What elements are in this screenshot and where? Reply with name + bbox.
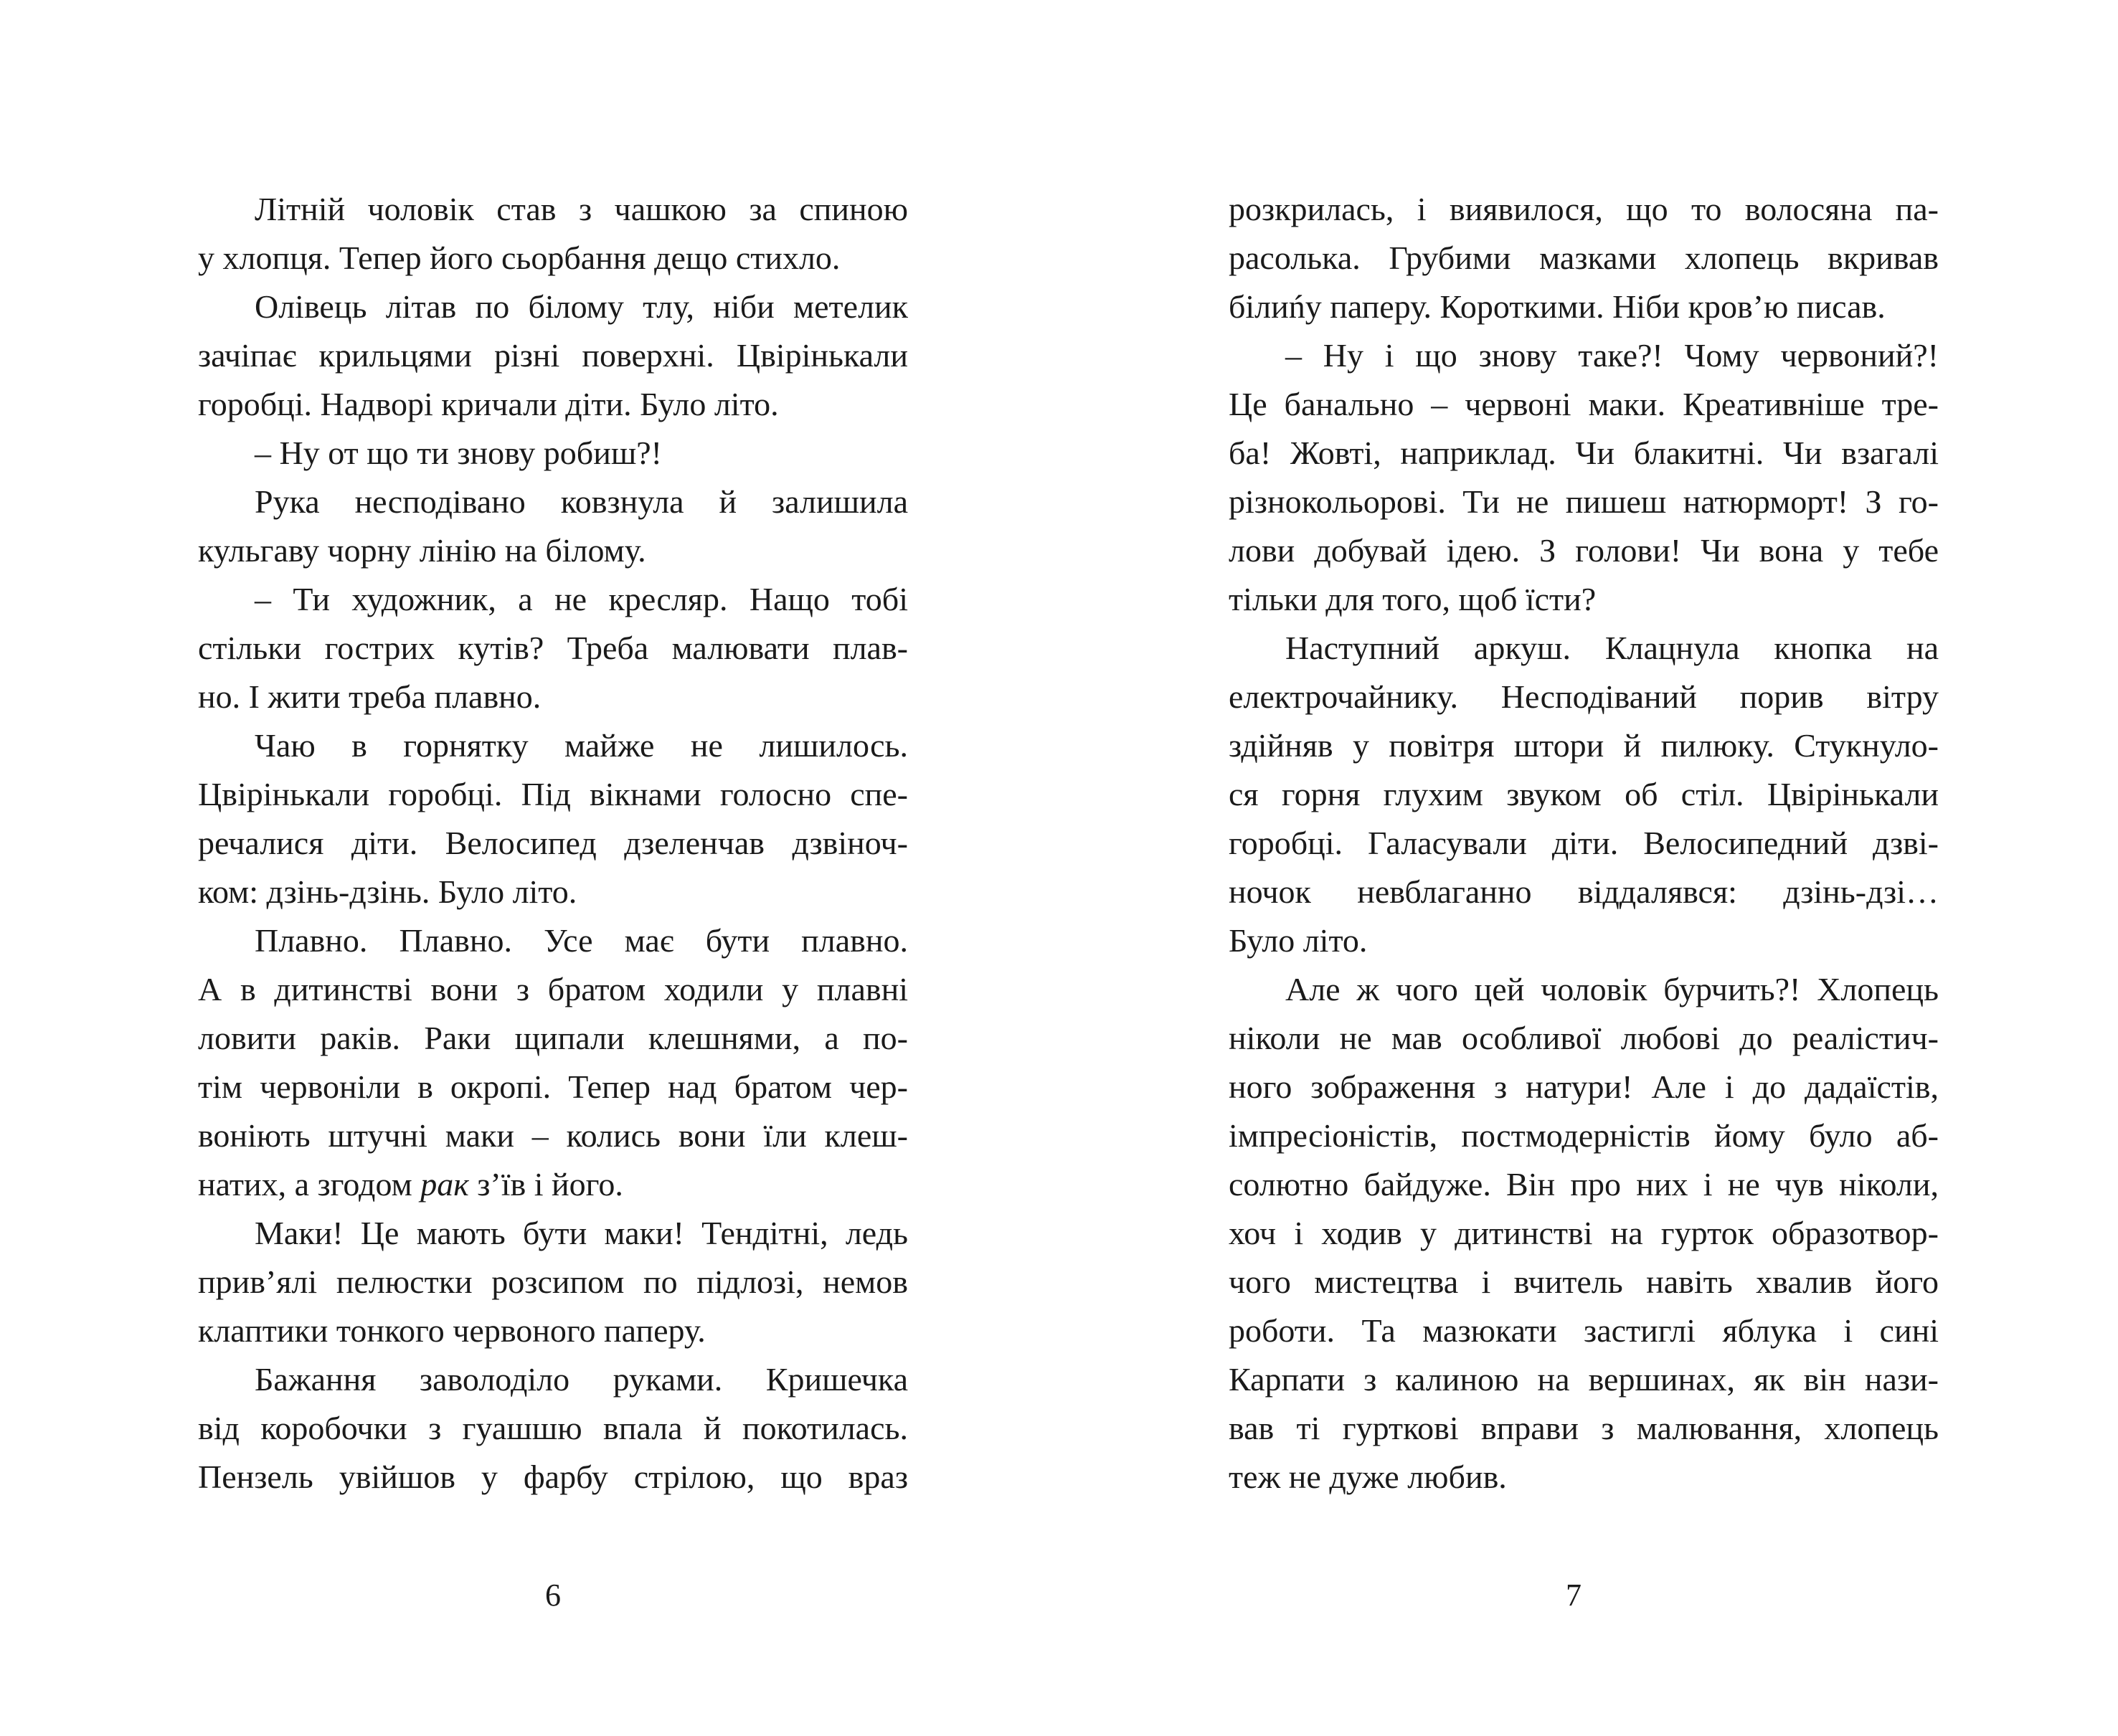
text-line: Це банально – червоні маки. Креативніше тре- <box>1229 386 1939 422</box>
text-line: теж не дуже любив. <box>1229 1458 1507 1495</box>
text-line: Було літо. <box>1229 922 1368 959</box>
text-line: солютно байдуже. Він про них і не чув ніколи, <box>1229 1166 1939 1203</box>
text-line: Маки! Це мають бути маки! Тендітні, ледь <box>255 1215 908 1251</box>
text-line: чого мистецтва і вчитель навіть хвалив його <box>1229 1263 1939 1300</box>
text-line: А в дитинстві вони з братом ходили у плавні <box>198 971 908 1007</box>
text-line: ного зображення з натури! Але і до дадаїстів, <box>1229 1068 1939 1105</box>
text-line: зачіпає крильцями різні поверхні. Цвірінькали <box>198 337 908 374</box>
text-line: – Ну от що ти знову робиш?! <box>255 435 662 471</box>
text-line: здійняв у повітря штори й пилюку. Стукнуло- <box>1229 727 1939 764</box>
text-line: білиńу паперу. Короткими. Ніби кров’ю писав. <box>1229 288 1886 325</box>
text-line: – Ти художник, а не кресляр. Нащо тобі <box>255 581 908 617</box>
text-line: ночок невблаганно віддалявся: дзінь-дзі… <box>1229 873 1939 910</box>
page-number-left: 6 <box>545 1578 561 1613</box>
text-line: імпресіоністів, постмодерністів йому було аб- <box>1229 1117 1939 1154</box>
text-fragment: з’їв і його. <box>468 1166 623 1203</box>
text-line: Олівець літав по білому тлу, ніби метелик <box>255 288 908 325</box>
text-line: лови добувай ідею. З голови! Чи вона у тебе <box>1229 532 1939 569</box>
text-line: ніколи не мав особливої любові до реалістич- <box>1229 1020 1939 1056</box>
text-line: расолька. Грубими мазками хлопець вкривав <box>1229 239 1939 276</box>
text-line: воніють штучні маки – колись вони їли клеш- <box>198 1117 908 1154</box>
text-line: но. І жити треба плавно. <box>198 678 542 715</box>
text-line: Рука несподівано ковзнула й залишила <box>255 483 908 520</box>
text-line: Пензель увійшов у фарбу стрілою, що враз <box>198 1458 908 1495</box>
text-line: різнокольорові. Ти не пишеш натюрморт! З го- <box>1229 483 1939 520</box>
text-line: тільки для того, щоб їсти? <box>1229 581 1597 617</box>
text-line: роботи. Та мазюкати застиглі яблука і сині <box>1229 1312 1939 1349</box>
text-line: Літній чоловік став з чашкою за спиною <box>255 191 908 227</box>
text-fragment: натих, а згодом <box>198 1166 421 1203</box>
text-line: вав ті гурткові вправи з малювання, хлопець <box>1229 1410 1939 1446</box>
text-line: хоч і ходив у дитинстві на гурток образотвор- <box>1229 1215 1939 1251</box>
text-line: Чаю в горнятку майже не лишилось. <box>255 727 908 764</box>
text-line: горобці. Надворі кричали діти. Було літо. <box>198 386 779 422</box>
text-line: Цвірінькали горобці. Під вікнами голосно спе- <box>198 776 908 812</box>
text-line: розкрилась, і виявилося, що то волосяна па- <box>1229 191 1939 227</box>
text-line: ба! Жовті, наприклад. Чи блакитні. Чи взагалі <box>1229 435 1939 471</box>
text-line: електрочайнику. Несподіваний порив вітру <box>1229 678 1939 715</box>
text-line: Карпати з калиною на вершинах, як він нази- <box>1229 1361 1939 1398</box>
text-line: ся горня глухим звуком об стіл. Цвірінькали <box>1229 776 1939 812</box>
text-line <box>198 1160 908 1209</box>
text-line: кульгаву чорну лінію на білому. <box>198 532 646 569</box>
text-line: речалися діти. Велосипед дзеленчав дзвіноч- <box>198 825 908 861</box>
page-number-right: 7 <box>1566 1578 1582 1613</box>
text-line: Але ж чого цей чоловік бурчить?! Хлопець <box>1285 971 1939 1007</box>
text-line: горобці. Галасували діти. Велосипедний дзві- <box>1229 825 1939 861</box>
text-line: прив’ялі пелюстки розсипом по підлозі, немов <box>198 1263 908 1300</box>
text-line: Плавно. Плавно. Усе має бути плавно. <box>255 922 908 959</box>
text-line: у хлопця. Тепер його сьорбання дещо стихло. <box>198 239 841 276</box>
text-line: ком: дзінь-дзінь. Було літо. <box>198 873 577 910</box>
text-line: Наступний аркуш. Клацнула кнопка на <box>1285 630 1939 666</box>
text-line: клаптики тонкого червоного паперу. <box>198 1312 706 1349</box>
italic-word: рак <box>420 1166 469 1203</box>
text-line: – Ну і що знову таке?! Чому червоний?! <box>1285 337 1939 374</box>
text-line: стільки гострих кутів? Треба малювати плав- <box>198 630 908 666</box>
right-page-text <box>1229 185 1939 1502</box>
text-line: тім червоніли в окропі. Тепер над братом чер- <box>198 1068 908 1105</box>
text-line: від коробочки з гуашшю впала й покотилась. <box>198 1410 908 1446</box>
text-line: Бажання заволоділо руками. Кришечка <box>255 1361 908 1398</box>
left-page-text <box>198 185 908 1502</box>
text-line: ловити раків. Раки щипали клешнями, а по- <box>198 1020 908 1056</box>
